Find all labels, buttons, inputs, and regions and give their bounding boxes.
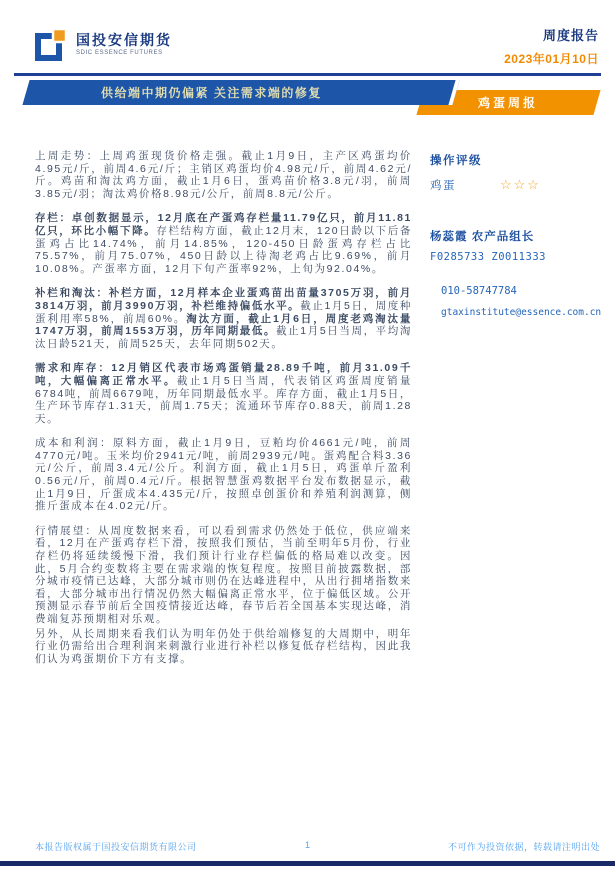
paragraph-segment: 截止1月5日当周，平均淘汰日龄521天，前周525天，去年同期502天。 <box>35 325 412 350</box>
rating-label: 操作评级 <box>430 155 482 167</box>
report-title: 供给端中期仍偏紧 关注需求端的修复 <box>100 86 322 100</box>
header-divider <box>14 73 601 76</box>
paragraph-bold-segment: 补栏和淘汰：补栏方面，12月样本企业蛋鸡苗出苗量3705万羽，前月3814万羽，前月3990万羽，补栏维持偏低水平。 <box>35 287 412 312</box>
contact-phone: 010-58747784 <box>441 285 517 297</box>
paragraph-segment: 成本和利润：原料方面，截止1月9日，豆粕均价4661元/吨，前周4770元/吨。玉米均价2941元/吨，前周2939元/吨。蛋鸡配合料3.36元/公斤，前周3.4元/公斤。利润方面，截止1月5日，鸡蛋单斤盈利0.56元/斤，前周0.4元/斤。根据智慧蛋鸡数据平台发布数据显示，截止1月9日，斤蛋成本4.435元/斤，按照卓创蛋价和养殖利润测算，侧推斤蛋成本在4.02元/斤。 <box>35 437 412 513</box>
footer-copyright: 本报告版权属于国投安信期货有限公司 <box>35 842 197 852</box>
sidebar <box>430 152 610 318</box>
paragraph-segment: 另外，从长周期来看我们认为明年仍处于供给端修复的大周期中，明年行业仍需给出合理利润来刺激行业进行补栏以修复低存栏结构，因此我们认为鸡蛋期价下方有支撑。 <box>35 627 412 665</box>
paragraph-segment: 截止1月5日，周度种蛋利用率58%，前周60%。 <box>35 299 412 325</box>
company-name: 国投安信期货 <box>76 32 172 48</box>
body-paragraph <box>35 287 412 350</box>
report-type-label: 周度报告 <box>542 28 599 43</box>
company-name-en: SDIC ESSENCE FUTURES <box>76 50 163 56</box>
header-logo <box>34 27 172 63</box>
analyst-qualification: F0285733 Z0011333 <box>430 251 546 263</box>
star-rating: ☆☆☆ <box>500 177 541 192</box>
paragraph-segment: 截止1月5日当周，代表销区鸡蛋周度销量6784吨，前周6679吨，历年同期最低水平。库存方面，截止1月5日，生产环节库存1.31天，前周1.75天；流通环节库存0.88天，前周1.28天。 <box>35 374 412 425</box>
paragraph-segment: 存栏结构方面，截止12月末，120日龄以下后备蛋鸡占比14.74%，前月14.85%，120-450日龄蛋鸡存栏占比75.57%，前月75.07%，450日龄以上待淘老鸡占比9.69%，前月10.08%。产蛋率方面，12月下旬产蛋率92%，上旬为92.04%。 <box>35 224 413 275</box>
page-number: 1 <box>304 840 310 850</box>
paragraph-bold-segment: 淘汰方面，截止1月6日，周度老鸡淘汰量1747万羽，前周1553万羽，历年同期最低。 <box>35 312 412 338</box>
report-title-banner <box>22 80 459 105</box>
body-paragraph <box>35 628 412 666</box>
contact-email: gtaxinstitute@essence.com.cn <box>441 307 602 318</box>
footer-disclaimer: 不可作为投资依据，转载请注明出处 <box>447 842 600 852</box>
body-paragraph <box>35 437 412 513</box>
paragraph-segment: 上周走势：上周鸡蛋现货价格走强。截止1月9日，主产区鸡蛋均价4.95元/斤，前周4.6元/斤；主销区鸡蛋均价4.98元/斤，前周4.62元/斤。鸡苗和淘汰鸡方面，截止1月6日，蛋鸡苗价格3.8元/羽，前周3.85元/羽；淘汰鸡价格8.98元/公斤，前周8.8元/公斤。 <box>35 150 412 200</box>
instrument-name: 鸡蛋 <box>430 180 456 192</box>
footer-bar <box>0 861 615 866</box>
company-name-block <box>76 27 172 56</box>
paragraph-bold-segment: 存栏：卓创数据显示，12月底在产蛋鸡存栏量11.79亿只，前月11.81亿只，环比小幅下降。 <box>35 212 412 237</box>
body-paragraph <box>35 212 412 275</box>
analyst-name: 杨蕊霞 农产品组长 <box>430 231 535 243</box>
report-body <box>35 150 412 677</box>
paragraph-segment: 行情展望：从周度数据来看，可以看到需求仍然处于低位，供应端来看，12月在产蛋鸡存栏下滑，按照我们预估，当前至明年5月份，行业存栏仍将延续缓慢下滑，我们预计行业存栏偏低的格局难以改变。因此，5月合约变数将主要在需求端的恢复程度。按照目前披露数据，部分城市疫情已达峰，大部分城市则仍在达峰进程中，从出行拥堵指数来看，大部分城市出行情况仍然大幅偏离正常水平，位于偏低区域。公开预测显示春节前后全国疫情接近达峰，春节后若全国基本实现达峰，消费端复苏预期相对乐观。 <box>35 524 412 625</box>
report-tag: 鸡蛋周报 <box>478 96 539 110</box>
body-paragraph <box>35 362 412 425</box>
body-paragraph <box>35 525 412 626</box>
body-paragraph <box>35 150 412 200</box>
header-meta <box>504 25 599 67</box>
rating-row <box>430 177 610 193</box>
company-logo-icon <box>34 27 70 63</box>
report-date: 2023年01月10日 <box>504 52 599 66</box>
paragraph-bold-segment: 需求和库存：12月销区代表市场鸡蛋销量28.89千吨，前月31.09千吨，大幅偏离正常水平。 <box>35 362 412 387</box>
